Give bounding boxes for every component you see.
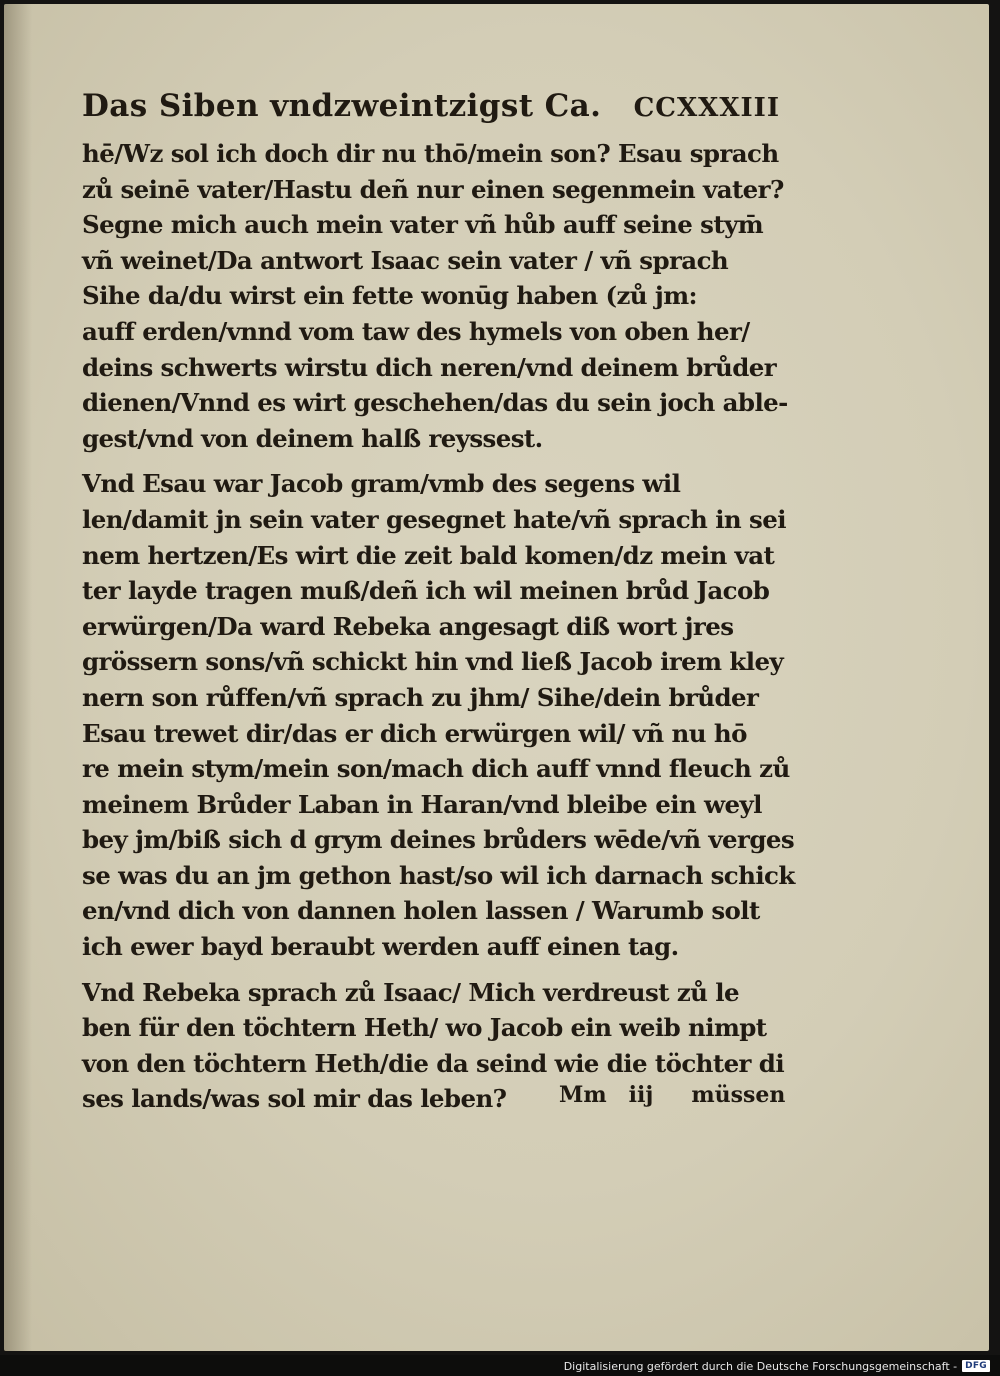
paragraph-gap	[82, 456, 782, 466]
signature-mark: Mm	[559, 1082, 607, 1108]
text-line: zů seinē vater/Hastu deñ nur einen segenmein vater?	[82, 174, 784, 204]
text-line: vñ weinet/Da antwort Isaac sein vater / vñ sprach	[82, 245, 729, 275]
credit-text: Digitalisierung gefördert durch die Deutsche Forschungsgemeinschaft -	[563, 1359, 958, 1373]
text-line: hē/Wz sol ich doch dir nu thō/mein son? Esau sprach	[82, 139, 779, 168]
gutter-shadow	[4, 4, 32, 1351]
signature-number: iij	[628, 1082, 654, 1108]
text-line: Esau trewet dir/das er dich erwürgen wil/ vñ nu hō	[82, 718, 747, 748]
dfg-logo: DFG	[962, 1360, 990, 1372]
text-line: ter layde tragen muß/deñ ich wil meinen brůd Jacob	[82, 576, 770, 606]
text-block	[82, 88, 795, 1117]
text-line: Sihe da/du wirst ein fette wonūg haben (zů jm:	[82, 281, 697, 311]
text-line: von den töchtern Heth/die da seind wie die töchter di	[82, 1048, 785, 1078]
page-header	[82, 88, 782, 136]
text-line: len/damit jn sein vater gesegnet hate/vñ sprach in sei	[82, 504, 786, 534]
running-head: Das Siben vndzweintzigst Ca.	[82, 88, 602, 124]
paragraph-gap	[82, 965, 782, 975]
text-line: auff erden/vnnd vom taw des hymels von oben her/	[82, 316, 750, 346]
text-line: deins schwerts wirstu dich neren/vnd deinem brůder	[82, 352, 777, 382]
text-line: ses lands/was sol mir das leben?	[82, 1084, 507, 1114]
text-line: gest/vnd von deinem halß reyssest.	[82, 423, 543, 453]
text-line: re mein stym/mein son/mach dich auff vnnd fleuch zů	[82, 754, 790, 784]
text-line: Vnd Rebeka sprach zů Isaac/ Mich verdreust zů le	[82, 977, 739, 1007]
text-line: grössern sons/vñ schickt hin vnd ließ Jacob irem kley	[82, 647, 784, 677]
text-line: nern son růffen/vñ sprach zu jhm/ Sihe/dein brůder	[82, 682, 759, 712]
text-line: dienen/Vnnd es wirt geschehen/das du sein joch able-	[82, 388, 788, 418]
digitization-footer	[564, 1358, 990, 1374]
text-line: meinem Brůder Laban in Haran/vnd bleibe ein weyl	[82, 789, 762, 819]
folio-number: CCXXXIII	[633, 93, 780, 123]
text-line: se was du an jm gethon hast/so wil ich darnach schick	[82, 860, 795, 890]
text-line: ben für den töchtern Heth/ wo Jacob ein weib nimpt	[82, 1013, 767, 1043]
text-line: bey jm/biß sich d grym deines brůders wēde/vñ verges	[82, 825, 795, 855]
text-line: Vnd Esau war Jacob gram/vmb des segens wil	[82, 469, 681, 499]
text-line: nem hertzen/Es wirt die zeit bald komen/dz mein vat	[82, 540, 775, 570]
text-line: en/vnd dich von dannen holen lassen / Warumb solt	[82, 896, 760, 926]
text-line: Segne mich auch mein vater vñ hůb auff seine stym̄	[82, 210, 764, 240]
catchword-line	[559, 1082, 785, 1108]
text-line: erwürgen/Da ward Rebeka angesagt diß wort jres	[82, 611, 734, 641]
book-page	[4, 4, 989, 1351]
body-text	[82, 136, 795, 1117]
catchword: müssen	[691, 1082, 786, 1108]
text-line: ich ewer bayd beraubt werden auff einen tag.	[82, 932, 679, 962]
